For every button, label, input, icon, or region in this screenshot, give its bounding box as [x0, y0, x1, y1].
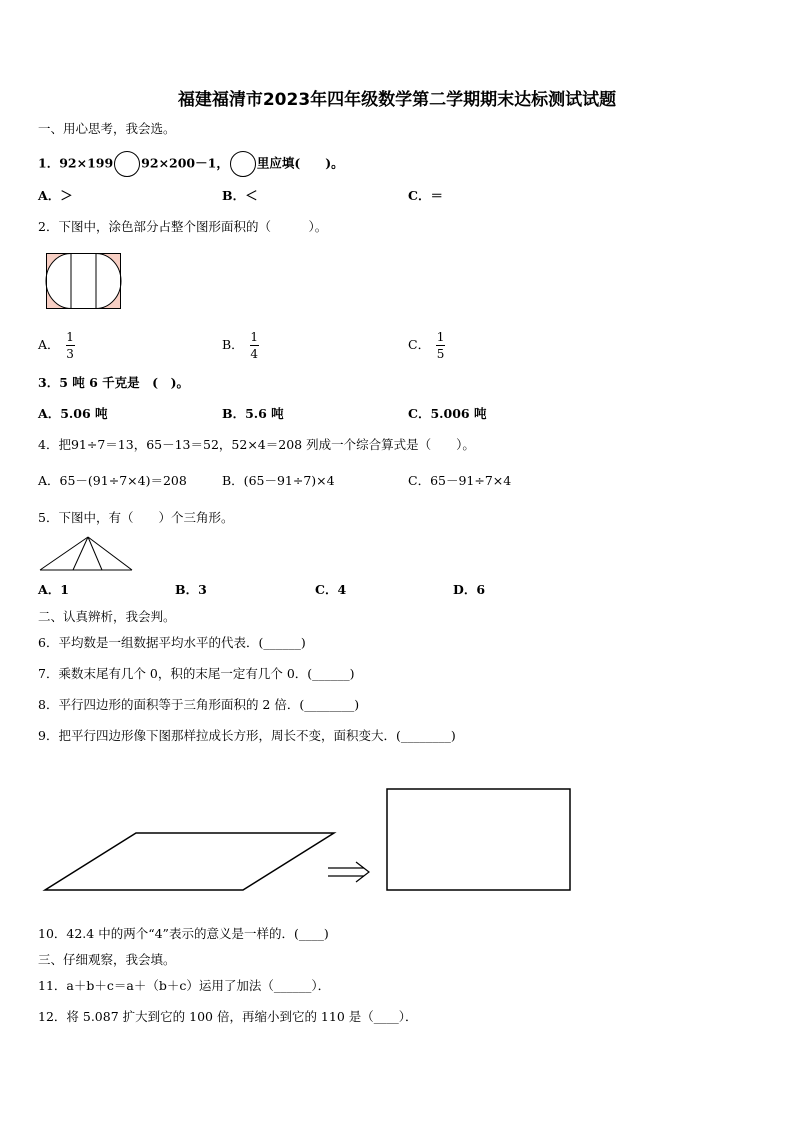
question-12: 12．将 5.087 扩大到它的 100 倍，再缩小到它的 110 是（____）． — [38, 1009, 418, 1024]
fraction-c: $\frac{1}{5}$ — [436, 330, 445, 361]
question-1 — [38, 151, 344, 177]
q1-option-c[interactable]: C．＝ — [408, 188, 443, 203]
question-1-suffix: 里应填( )。 — [256, 155, 344, 171]
q5-triangle-figure — [40, 537, 133, 571]
q2-option-b-label: B． — [222, 337, 244, 352]
q5-option-a[interactable]: A．1 — [38, 582, 69, 597]
q2-shaded-figure — [46, 253, 122, 309]
answer-circle-1 — [114, 151, 140, 177]
question-3: 3．5 吨 6 千克是 ( )。 — [38, 375, 189, 390]
q4-option-c[interactable]: C．65－91÷7×4 — [408, 473, 512, 488]
question-11: 11．a＋b＋c＝a＋（b＋c）运用了加法（______）． — [38, 978, 331, 993]
page-title: 福建福清市2023年四年级数学第二学期期末达标测试试题 — [177, 90, 617, 110]
question-8: 8．平行四边形的面积等于三角形面积的 2 倍．(________) — [38, 697, 360, 712]
q2-option-a[interactable] — [38, 330, 75, 361]
section-heading-2: 二、认真辨析，我会判。 — [38, 609, 176, 624]
q1-option-a[interactable]: A．＞ — [38, 188, 73, 203]
fraction-b: $\frac{1}{4}$ — [250, 330, 258, 361]
q3-option-a[interactable]: A．5.06 吨 — [38, 406, 108, 421]
question-9: 9．把平行四边形像下图那样拉成长方形，周长不变，面积变大．(________) — [38, 728, 456, 743]
question-1-prefix: 1．92×199 — [38, 155, 114, 171]
fraction-a: $\frac{1}{3}$ — [66, 330, 74, 361]
q9-parallelogram-to-rectangle-figure — [44, 788, 574, 892]
section-heading-1: 一、用心思考，我会选。 — [38, 121, 176, 136]
q2-option-c[interactable] — [408, 330, 445, 361]
q4-option-a[interactable]: A．65－(91÷7×4)＝208 — [38, 473, 187, 488]
q2-option-c-label: C． — [408, 337, 431, 352]
q5-option-b[interactable]: B．3 — [175, 582, 207, 597]
question-2: 2．下图中，涂色部分占整个图形面积的（ ）。 — [38, 219, 328, 234]
q5-option-d[interactable]: D．6 — [453, 582, 486, 597]
question-10: 10．42.4 中的两个“4”表示的意义是一样的．(____) — [38, 926, 329, 941]
q1-option-b[interactable]: B．＜ — [222, 188, 258, 203]
q4-option-b[interactable]: B．(65－91÷7)×4 — [222, 473, 335, 488]
q3-option-c[interactable]: C．5.006 吨 — [408, 406, 487, 421]
q5-option-c[interactable]: C．4 — [315, 582, 347, 597]
q3-option-b[interactable]: B．5.6 吨 — [222, 406, 284, 421]
q2-option-a-label: A． — [38, 337, 60, 352]
question-5: 5．下图中，有（ ）个三角形。 — [38, 510, 234, 525]
question-6: 6．平均数是一组数据平均水平的代表．(______) — [38, 635, 306, 650]
answer-circle-2 — [230, 151, 256, 177]
question-7: 7．乘数末尾有几个 0，积的末尾一定有几个 0．(______) — [38, 666, 355, 681]
q2-option-b[interactable] — [222, 330, 259, 361]
section-heading-3: 三、仔细观察，我会填。 — [38, 952, 176, 967]
question-1-middle: 92×200－1， — [141, 155, 229, 171]
question-4: 4．把91÷7＝13，65－13＝52，52×4＝208 列成一个综合算式是（ ）。 — [38, 437, 475, 452]
